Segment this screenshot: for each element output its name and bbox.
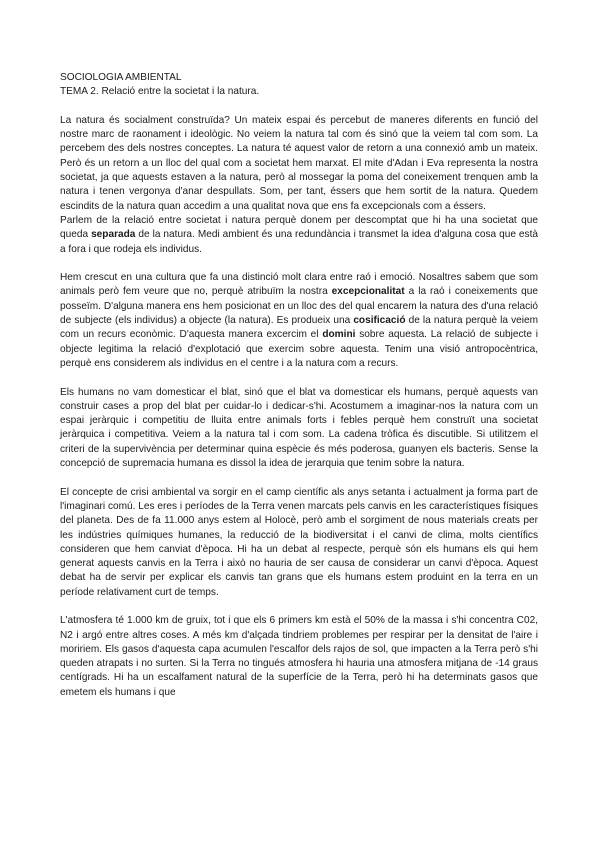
paragraph-6: L'atmosfera té 1.000 km de gruix, tot i que els 6 primers km està el 50% de la massa i s'hi concentra C02, N2 i argó entre altres coses. A més km d'alçada tindriem problemes per respirar per la densitat de l'aire i moririem. Els gasos d'aquesta capa acumulen l'escalfor dels rajos de sol, que impacten a la Terra però s'hi queden atrapats i no surten. Si la Terra no tingués atmosfera hi hauria una atmosfera mitjana de -14 graus centígrads. Hi ha un escalfament natural de la superfície de la Terra, però hi ha determinats gasos que emetem els humans i que xyxy=(60,615,538,698)
paragraph-3-text-e: de la natura perquè la veiem com un recurs econòmic. D'aquesta manera excercim el xyxy=(60,315,538,341)
paragraph-2-text-c: de la natura. Medi ambient és una redundància i transmet la idea d'alguna cosa que està a fora i que rodeja els individus. xyxy=(60,229,538,255)
document-heading: SOCIOLOGIA AMBIENTAL xyxy=(60,72,182,83)
paragraph-2 xyxy=(60,214,538,257)
paragraph-2-text-a: Parlem de la relació entre societat i natura perquè donem per descomptat que hi ha una societat que queda xyxy=(60,214,538,241)
paragraph-1: La natura és socialment construïda? Un mateix espai és percebut de maneres diferents en funció del nostre marc de raonament i ideològic. No veiem la natura tal com és sinó que la veiem tal com som. La percebem des dels nostres conceptes. La natura té aquest valor de retorn a una connexió amb un mateix. Però és un retorn a un lloc del qual com a societat hem marxat. El mite d'Adan i Eva representa la nostra societat, ja que aquests estaven a la natura, però al mossegar la poma del coneixement trenquen amb la natura i tenen vergonya d'anar despullats. Som, per tant, éssers que hem sortit de la natura. Quedem escindits de la natura quan accedim a una qualitat nova que ens fa excepcionals com a éssers. xyxy=(60,114,538,212)
document-subheading: TEMA 2. Relació entre la societat i la natura. xyxy=(60,86,260,98)
keyword-excepcionalitat: excepcionalitat xyxy=(331,286,405,298)
paragraph-4: Els humans no vam domesticar el blat, sinó que el blat va domesticar els humans, perquè aquests van construir cases a prop del blat per cuidar-lo i dedicar-s'hi. Acostumem a imaginar-nos la natura com un espai jeràrquic i competitiu de lluita entre animals forts i febles perquè hem construït una societat jeràrquica i competitiva. Veiem a la natura tal i com som. La cadena tròfica és discutible. Si utilitzem el criteri de la supervivència per determinar quina espècie és més poderosa, guanyen els bacteris. Sense la concepció de supremacia humana es dissol la idea de jerarquia que tenim sobre la natura. xyxy=(60,386,538,470)
paragraph-3-text-c: a la raó i coneixements que posseïm. D'alguna manera ens hem posicionat en un lloc des del qual encarem la natura des d'una relació de subjecte (els individus) a objecte (la natura). Es produeix una xyxy=(60,286,538,327)
paragraph-3-text-g: sobre aquesta. La relació de subjecte i objecte legitima la relació d'explotació que exercim sobre aquesta. Tenim una visió antropocèntrica, perquè ens considerem als individus en el centre i a la natura com a recurs. xyxy=(60,329,539,369)
paragraph-3 xyxy=(60,271,538,371)
paragraph-5: El concepte de crisi ambiental va sorgir en el camp científic als anys setanta i actualment ja forma part de l'imaginari comú. Les eres i períodes de la Terra venen marcats pels canvis en les característiques físiques del planeta. Des de fa 11.000 anys estem al Holocè, però amb el sorgiment de nous materials creats per les indústries químiques humanes, la reducció de la biodiversitat i el canvi de clima, molts científics consideren que hem canviat d'època. Hi ha un debat al respecte, perquè són els humans els qui hem generat aquests canvis en la Terra i això no hauria de ser causa de considerar un canvi d'època. Aquest debat ha de servir per explicar els canvis tan grans que els humans estem produint en la terra en un període relativament curt de temps. xyxy=(60,486,538,598)
keyword-domini: domini xyxy=(322,329,356,341)
document-page xyxy=(60,71,538,700)
keyword-cosificacio: cosificació xyxy=(353,315,406,327)
paragraph-3-text-a: Hem crescut en una cultura que fa una distinció molt clara entre raó i emoció. Nosaltres sabem que som animals però fem veure que no, perquè atribuïm la nostra xyxy=(60,272,538,298)
keyword-separada: separada xyxy=(91,229,136,241)
